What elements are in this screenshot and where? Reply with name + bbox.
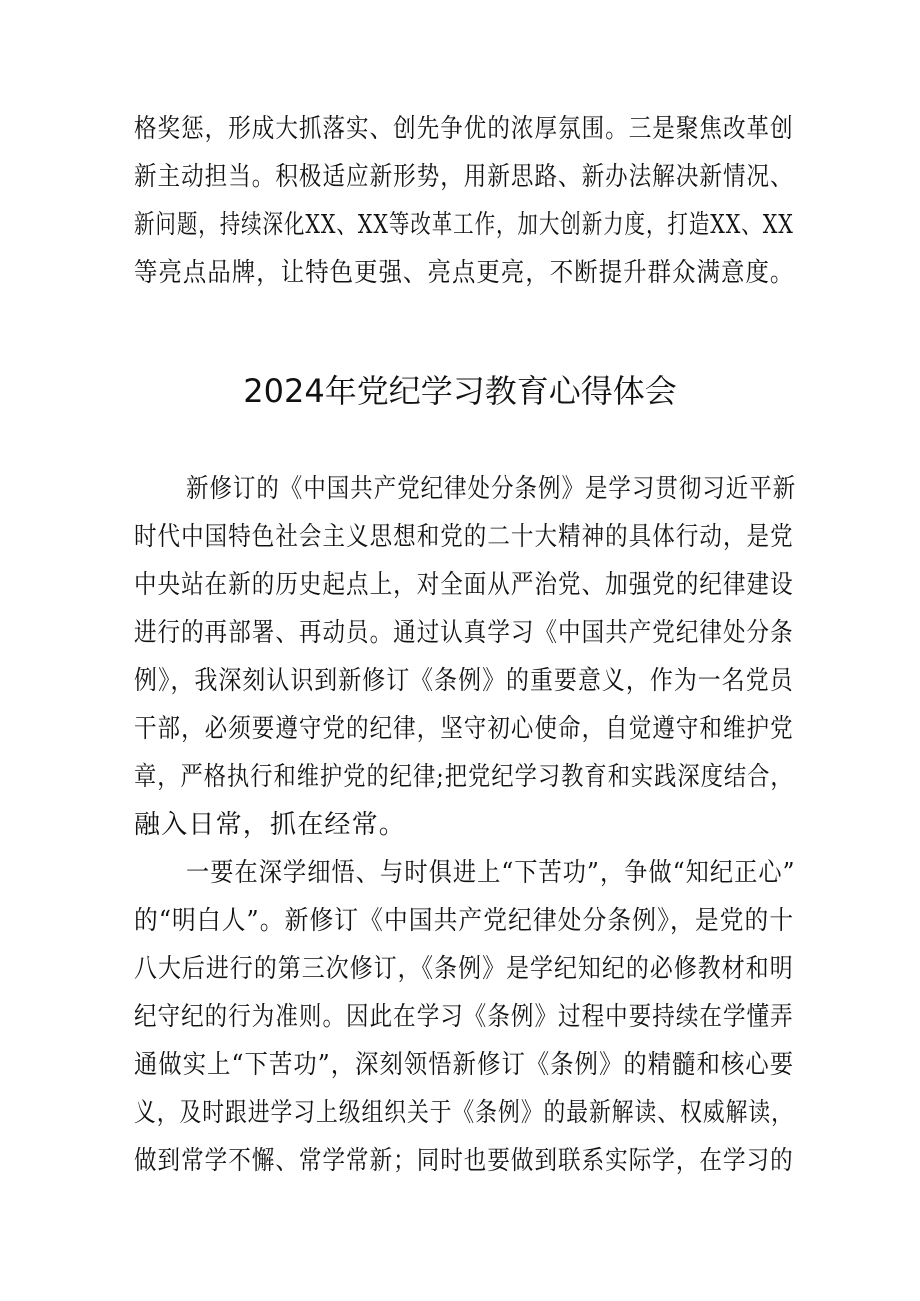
text-line: 格奖惩，形成大抓落实、创先争优的浓厚氛围。三是聚焦改革创 xyxy=(134,114,794,144)
text-line: 中央站在新的历史起点上，对全面从严治党、加强党的纪律建设 xyxy=(134,570,794,600)
text-line: 融入日常，抓在经常。 xyxy=(134,810,407,840)
text-line: 章，严格执行和维护党的纪律;把党纪学习教育和实践深度结合， xyxy=(134,762,794,792)
document-title: 2024年党纪学习教育心得体会 xyxy=(243,372,677,410)
text-line: 做到常学不懈、常学常新；同时也要做到联系实际学，在学习的 xyxy=(134,1146,794,1176)
text-line: 一要在深学细悟、与时俱进上“下苦功”，争做“知纪正心” xyxy=(186,858,796,888)
text-line: 八大后进行的第三次修订，《条例》是学纪知纪的必修教材和明 xyxy=(134,954,794,984)
text-line: 义，及时跟进学习上级组织关于《条例》的最新解读、权威解读， xyxy=(134,1098,794,1128)
text-line: 新主动担当。积极适应新形势，用新思路、新办法解决新情况、 xyxy=(134,162,794,192)
text-line: 新修订的《中国共产党纪律处分条例》是学习贯彻习近平新 xyxy=(186,474,797,504)
text-line: 干部，必须要遵守党的纪律，坚守初心使命，自觉遵守和维护党 xyxy=(134,714,794,744)
text-line: 时代中国特色社会主义思想和党的二十大精神的具体行动，是党 xyxy=(134,522,794,552)
text-line: 例》，我深刻认识到新修订《条例》的重要意义，作为一名党员 xyxy=(134,666,794,696)
text-line: 的“明白人”。新修订《中国共产党纪律处分条例》，是党的十 xyxy=(134,906,795,936)
text-line: 纪守纪的行为准则。因此在学习《条例》过程中要持续在学懂弄 xyxy=(134,1002,794,1032)
text-line: 等亮点品牌，让特色更强、亮点更亮，不断提升群众满意度。 xyxy=(134,258,795,288)
text-line: 进行的再部署、再动员。通过认真学习《中国共产党纪律处分条 xyxy=(134,618,794,648)
text-line: 通做实上“下苦功”，深刻领悟新修订《条例》的精髓和核心要 xyxy=(134,1050,795,1080)
text-line: 新问题，持续深化XX、XX等改革工作，加大创新力度，打造XX、XX xyxy=(134,210,794,240)
